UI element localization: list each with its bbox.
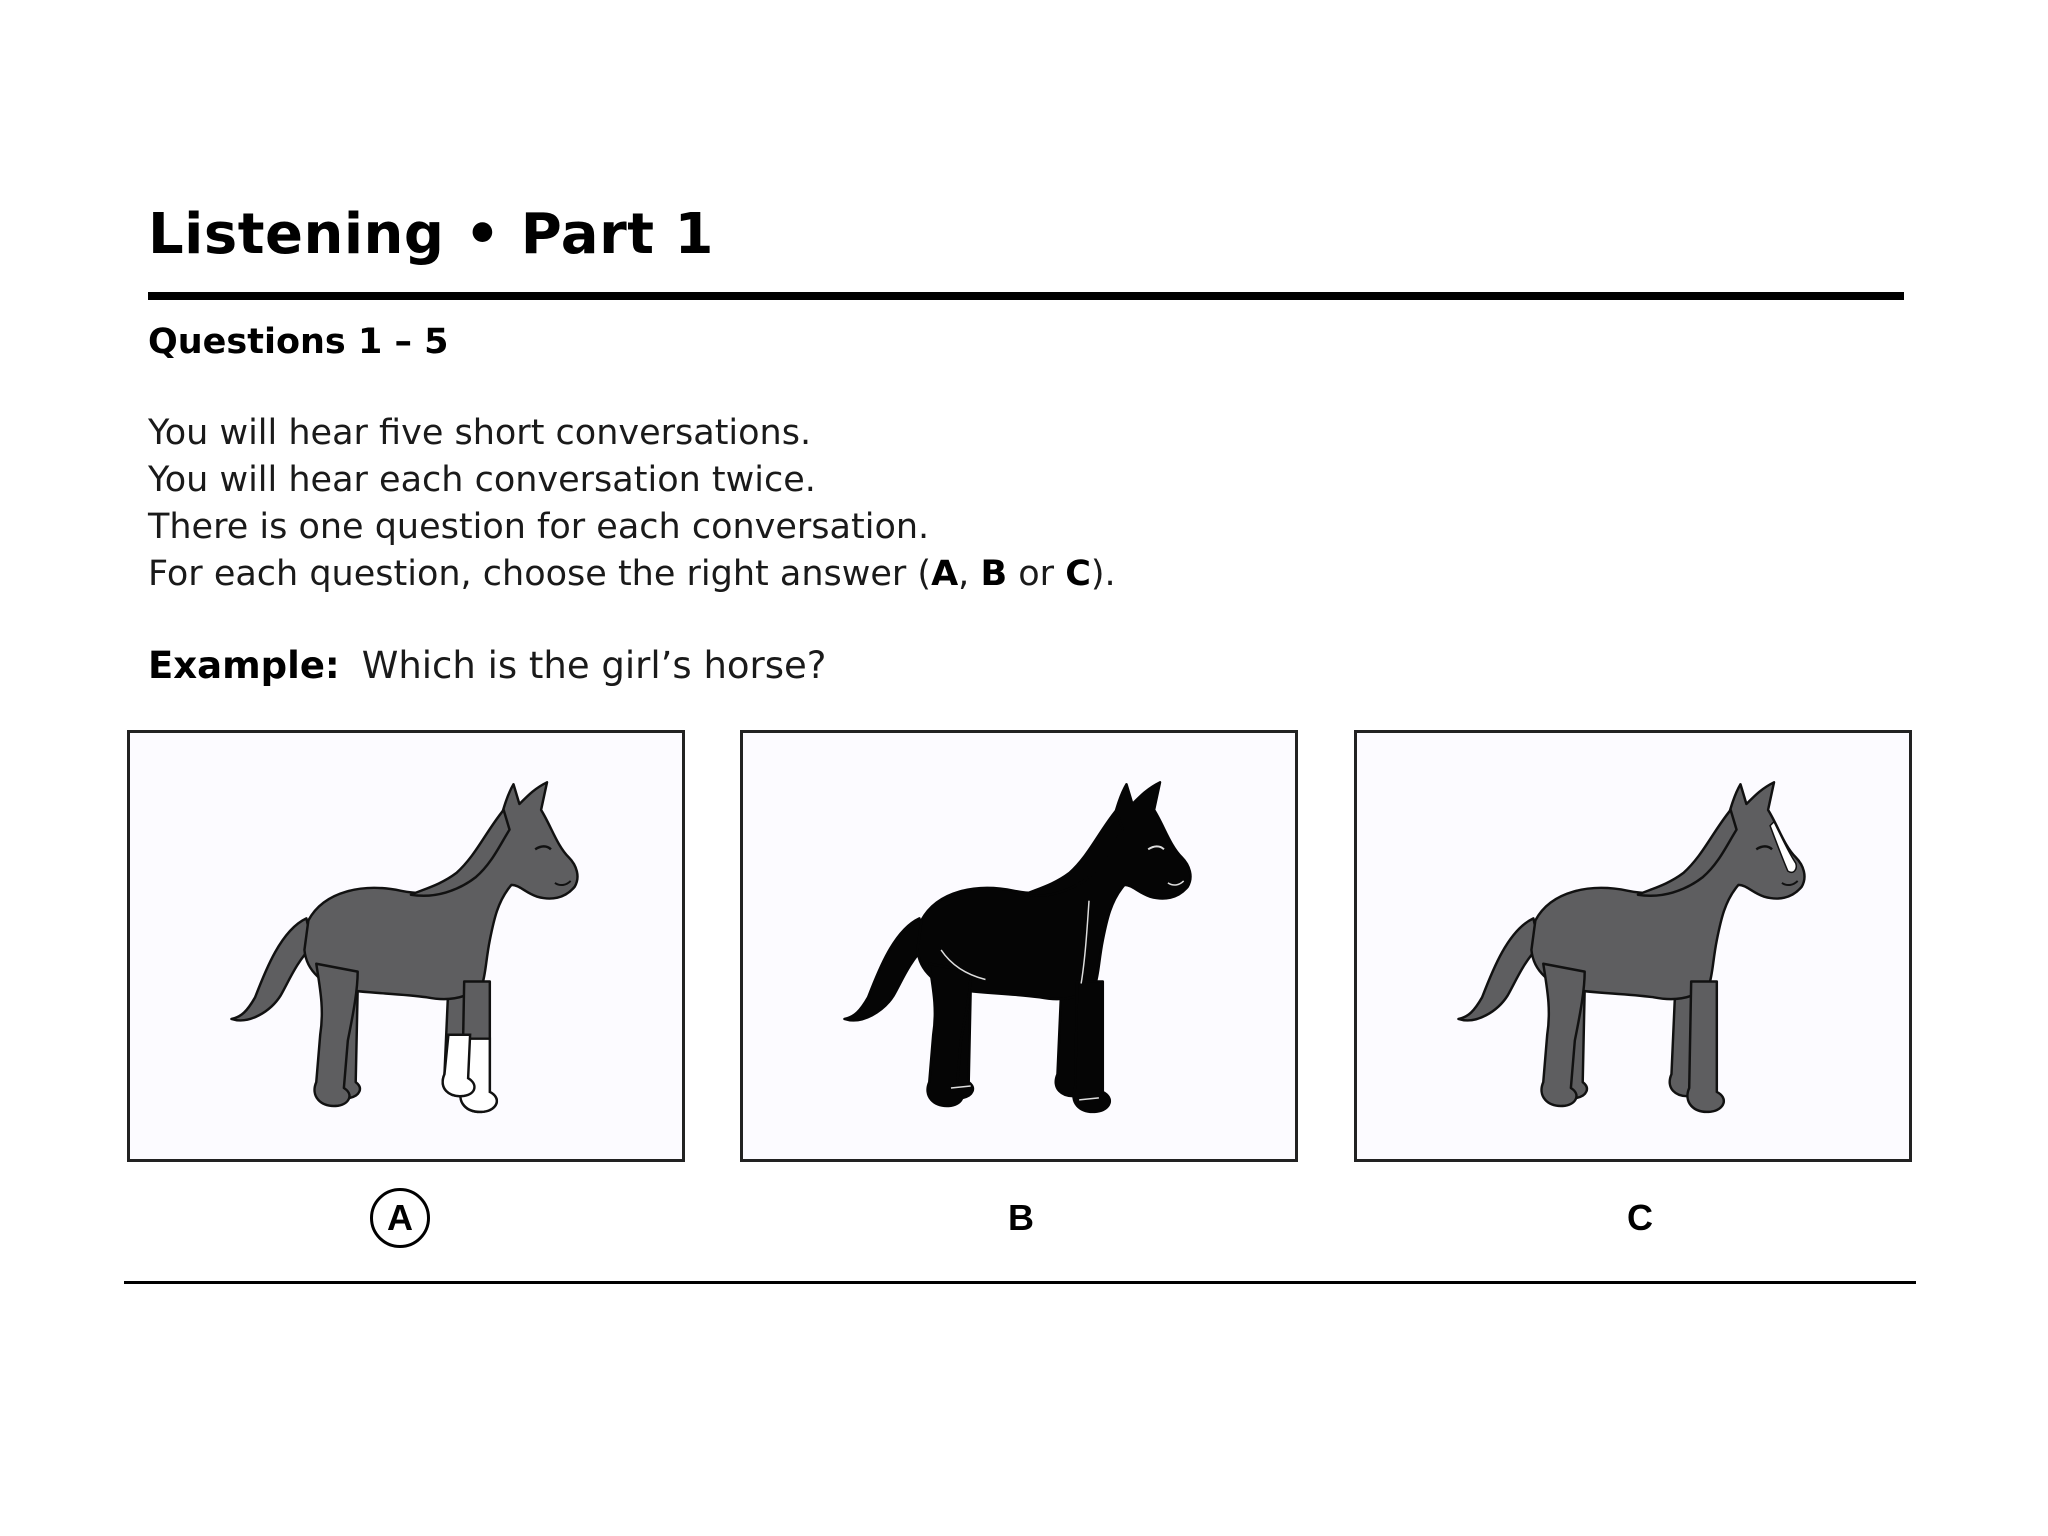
example-label: Example: bbox=[148, 644, 340, 687]
horse-black-icon bbox=[743, 733, 1295, 1159]
instruction-text: , bbox=[958, 554, 981, 594]
option-c-label[interactable]: C bbox=[1627, 1197, 1653, 1238]
option-b-picture[interactable] bbox=[740, 730, 1298, 1162]
instruction-text: For each question, choose the right answer ( bbox=[148, 554, 932, 594]
option-a-label-circled[interactable]: A bbox=[370, 1188, 430, 1248]
questions-range: Questions 1 – 5 bbox=[148, 322, 449, 362]
instruction-line bbox=[148, 551, 1116, 598]
option-letter-a: A bbox=[931, 554, 959, 594]
title-divider bbox=[148, 292, 1904, 300]
horse-grey-white-blaze-icon bbox=[1357, 733, 1909, 1159]
instruction-line: There is one question for each conversation. bbox=[148, 507, 930, 547]
option-b-label[interactable]: B bbox=[1008, 1197, 1034, 1238]
instruction-text: ). bbox=[1090, 554, 1116, 594]
example-question bbox=[148, 644, 826, 687]
horse-grey-white-legs-icon bbox=[130, 733, 682, 1159]
instructions bbox=[148, 410, 1116, 598]
instruction-line: You will hear each conversation twice. bbox=[148, 460, 816, 500]
instruction-line: You will hear five short conversations. bbox=[148, 413, 812, 453]
page-title: Listening • Part 1 bbox=[148, 202, 714, 267]
instruction-text: or bbox=[1007, 554, 1066, 594]
example-question-text: Which is the girl’s horse? bbox=[361, 644, 827, 687]
option-letter-c: C bbox=[1065, 554, 1091, 594]
option-c-picture[interactable] bbox=[1354, 730, 1912, 1162]
option-a-picture[interactable] bbox=[127, 730, 685, 1162]
option-letter-b: B bbox=[980, 554, 1008, 594]
section-divider bbox=[124, 1281, 1916, 1284]
